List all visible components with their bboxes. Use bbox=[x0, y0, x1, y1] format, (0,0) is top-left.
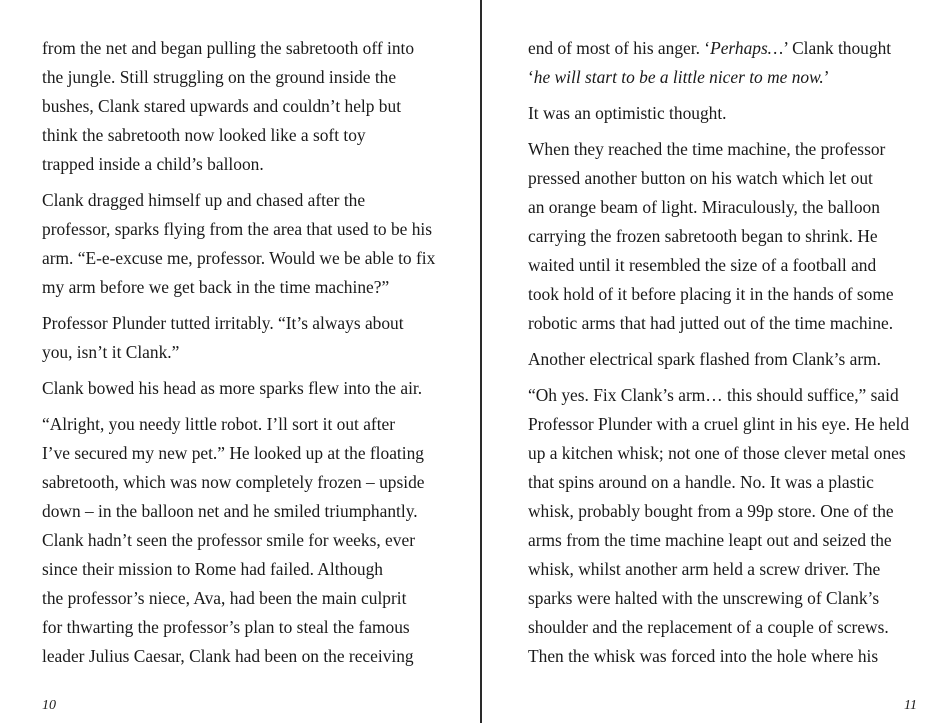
text-line bbox=[528, 34, 928, 63]
italic-thought: he will start to be a little nicer to me now. bbox=[533, 67, 824, 87]
text-line: think the sabretooth now looked like a soft toy bbox=[42, 125, 366, 145]
text-line: robotic arms that had jutted out of the time machine. bbox=[528, 313, 894, 333]
text-line: waited until it resembled the size of a football and bbox=[528, 255, 877, 275]
paragraph bbox=[528, 345, 928, 374]
text-line bbox=[528, 63, 928, 92]
paragraph bbox=[42, 186, 442, 302]
text-line: bushes, Clank stared upwards and couldn’t help but bbox=[42, 96, 402, 116]
right-page-text bbox=[528, 34, 928, 678]
text-line: arms from the time machine leapt out and seized the bbox=[528, 530, 892, 550]
text-line: shoulder and the replacement of a couple of screws. bbox=[528, 617, 889, 637]
text-line: you, isn’t it Clank.” bbox=[42, 342, 180, 362]
text-line: Then the whisk was forced into the hole where his bbox=[528, 646, 879, 666]
text-line: my arm before we get back in the time machine?” bbox=[42, 277, 390, 297]
paragraph bbox=[528, 99, 928, 128]
text-line: Clank hadn’t seen the professor smile for weeks, ever bbox=[42, 530, 415, 550]
text-line: for thwarting the professor’s plan to steal the famous bbox=[42, 617, 410, 637]
text-line: “Oh yes. Fix Clank’s arm… this should suffice,” said bbox=[528, 385, 899, 405]
text-run: end of most of his anger. ‘ bbox=[528, 38, 711, 58]
text-line: an orange beam of light. Miraculously, the balloon bbox=[528, 197, 880, 217]
italic-thought: Perhaps… bbox=[710, 38, 784, 58]
text-line: the jungle. Still struggling on the ground inside the bbox=[42, 67, 397, 87]
text-line: When they reached the time machine, the professor bbox=[528, 139, 886, 159]
paragraph-continued bbox=[528, 34, 928, 92]
page-number: 10 bbox=[42, 698, 56, 713]
text-line: the professor’s niece, Ava, had been the main culprit bbox=[42, 588, 407, 608]
text-line: whisk, probably bought from a 99p store. One of the bbox=[528, 501, 894, 521]
text-line: that spins around on a handle. No. It was a plastic bbox=[528, 472, 874, 492]
text-line: since their mission to Rome had failed. Although bbox=[42, 559, 384, 579]
paragraph bbox=[42, 34, 442, 179]
left-page-text bbox=[42, 34, 442, 678]
paragraph bbox=[528, 135, 928, 338]
text-line: down – in the balloon net and he smiled triumphantly. bbox=[42, 501, 418, 521]
text-run: ’ Clank thought bbox=[783, 38, 892, 58]
text-line: “Alright, you needy little robot. I’ll sort it out after bbox=[42, 414, 396, 434]
text-line: pressed another button on his watch which let out bbox=[528, 168, 873, 188]
paragraph bbox=[42, 374, 442, 403]
text-line: from the net and began pulling the sabretooth off into bbox=[42, 38, 415, 58]
text-run: ’ bbox=[823, 67, 830, 87]
text-line: Another electrical spark flashed from Clank’s arm. bbox=[528, 349, 882, 369]
text-line: Clank bowed his head as more sparks flew into the air. bbox=[42, 378, 423, 398]
text-line: It was an optimistic thought. bbox=[528, 103, 727, 123]
paragraph bbox=[528, 381, 928, 671]
text-line: professor, sparks flying from the area that used to be his bbox=[42, 219, 433, 239]
text-line: Professor Plunder with a cruel glint in his eye. He held bbox=[528, 414, 910, 434]
right-page bbox=[482, 0, 952, 723]
text-line: leader Julius Caesar, Clank had been on the receiving bbox=[42, 646, 414, 666]
text-line: trapped inside a child’s balloon. bbox=[42, 154, 264, 174]
text-line: carrying the frozen sabretooth began to shrink. He bbox=[528, 226, 878, 246]
page-number: 11 bbox=[904, 698, 917, 713]
text-line: Professor Plunder tutted irritably. “It’s always about bbox=[42, 313, 404, 333]
text-line: arm. “E-e-excuse me, professor. Would we be able to fix bbox=[42, 248, 436, 268]
text-line: sparks were halted with the unscrewing of Clank’s bbox=[528, 588, 880, 608]
paragraph bbox=[42, 309, 442, 367]
text-line: Clank dragged himself up and chased after the bbox=[42, 190, 366, 210]
paragraph bbox=[42, 410, 442, 671]
text-line: sabretooth, which was now completely frozen – upside bbox=[42, 472, 425, 492]
text-line: I’ve secured my new pet.” He looked up at the floating bbox=[42, 443, 424, 463]
text-line: up a kitchen whisk; not one of those clever metal ones bbox=[528, 443, 906, 463]
text-line: took hold of it before placing it in the hands of some bbox=[528, 284, 894, 304]
text-line: whisk, whilst another arm held a screw driver. The bbox=[528, 559, 881, 579]
text-run: ‘ bbox=[528, 67, 534, 87]
